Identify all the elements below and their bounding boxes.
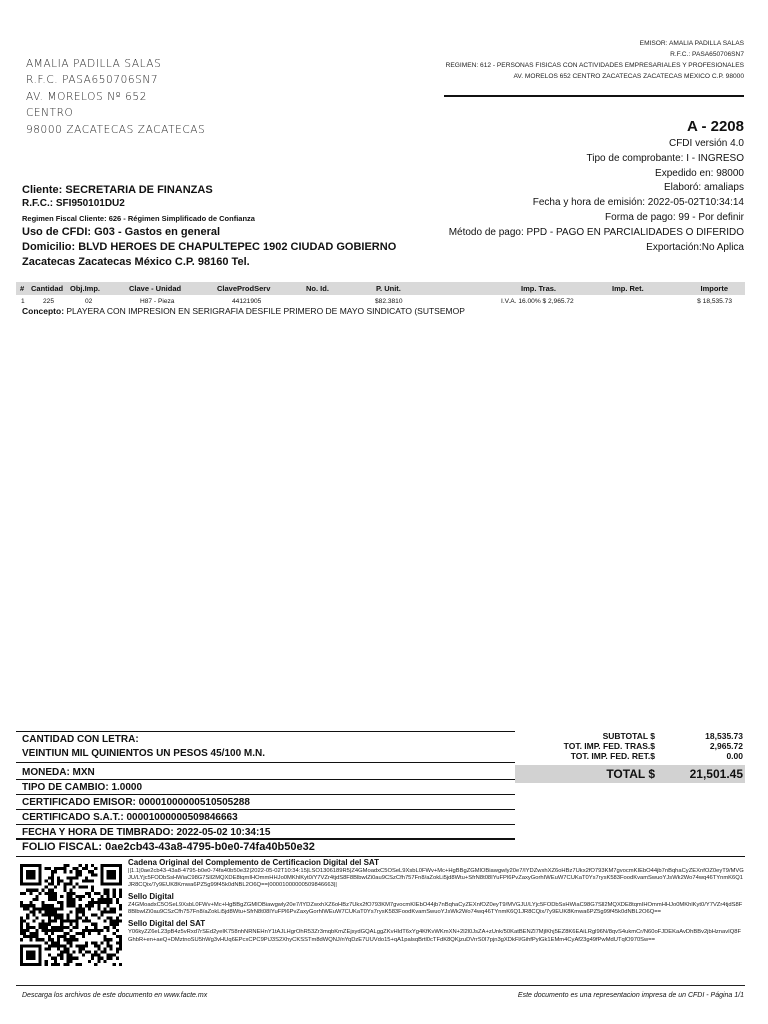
qr-modules bbox=[20, 864, 122, 966]
sello-digital-title: Sello Digital bbox=[128, 892, 174, 902]
sello-sat-text: Y06kyZZ6eL23pB4z5vRxd7rSEd2yeIK758nhNRNEHnY1tAJLHgrOhR53Zr3mqbKmZEjsydGQALggZKvHldT6xYg4KfKvWKmXN+2l2l0JsZA+zUnk/50KatBENZl7MjlKhj5EZ8K6EAiLRgl96N/8qvS4ukmCr/N60oFJDEKaAvDhBBv2jbHznavIQ8FGhbR+en+aeQ+DMztnoSU5hWg3vHUq6EPcxCPC9PiJ3S2XhyCKSSTm8dWQNJ/nYqDzE7UUVdo15+qA1palsqBrtl0cTFdK8QKjzuDVrrS0I7pjn3gXDkFl/GihfPylGk1EMm4CyAf23g49fPwMdUTqlO970Sw== bbox=[128, 929, 742, 943]
fecha-emision: Fecha y hora de emisión: 2022-05-02T10:34:14 bbox=[532, 197, 744, 209]
ret-label: TOT. IMP. FED. RET.$ bbox=[570, 751, 655, 761]
cell-cantidad: 225 bbox=[43, 298, 55, 305]
tras-row bbox=[515, 741, 745, 751]
qr-code bbox=[20, 864, 122, 966]
footer-divider bbox=[16, 985, 745, 986]
subtotal-row bbox=[515, 731, 745, 741]
cell-clave-unidad: H87 - Pieza bbox=[140, 298, 175, 305]
total-bar bbox=[515, 765, 745, 783]
cadena-original-text: ||1.1|0ae2cb43-43a8-4795-b0e0-74fa40b50e32|2022-05-02T10:34:15|LSO1306189R5|Z4GMoadxC5OSeL9XsbL0FWv+Mc+HgBBgZGMlOBiawgwly20e7/IYDZwxhXZ6oHBz7Ukx2fO793KM7gvocmKIEbO44jb7nBqhaCyZEXnfOZ0eyT9/MVGJU/LYjc5FODbSsHWiaC98G7Sll2MQXDE8tqmIHOmmHHJo0MKhlKyt0/Y7VZr4tjdS8F8BlbwIZi0au9CSzCfh757Fn8/aZokLi5jd8Wtu+SfrN8t08IYuFPl6PvZaxyGorhIWEuW7CUKaT0Ys7rysK583FoodKvamSwuoYJsWk2Wo74wq46TYnmK6Q1JR8CQix/7y9EUK8Kmwa6PZ5g99f45k0dNBL2O6Q==|00001000000509846663|| bbox=[128, 868, 744, 889]
cliente-regimen: Regimen Fiscal Cliente: 626 - Régimen Simplificado de Confianza bbox=[22, 214, 255, 223]
forma-pago: Forma de pago: 99 - Por definir bbox=[605, 211, 744, 223]
cliente-block bbox=[22, 183, 462, 270]
cadena-original-title: Cadena Original del Complemento de Certificacion Digital del SAT bbox=[128, 858, 380, 867]
total-value: 21,501.45 bbox=[689, 767, 743, 781]
moneda: MONEDA: MXN bbox=[16, 765, 515, 780]
header-divider bbox=[444, 95, 744, 97]
emisor-colonia: CENTRO bbox=[26, 107, 74, 120]
cantidad-letra-label: CANTIDAD CON LETRA: bbox=[22, 734, 139, 745]
ret-value: 0.00 bbox=[726, 751, 743, 761]
certificado-sat: CERTIFICADO S.A.T.: 00001000000509846663 bbox=[16, 810, 515, 825]
table-row bbox=[16, 296, 745, 306]
col-header-objimp: Obj.Imp. bbox=[70, 284, 100, 293]
col-header-noid: No. Id. bbox=[306, 284, 329, 293]
certificado-emisor: CERTIFICADO EMISOR: 00001000000510505288 bbox=[16, 795, 515, 810]
tras-label: TOT. IMP. FED. TRAS.$ bbox=[563, 741, 655, 751]
emisor-header-name: EMISOR: AMALIA PADILLA SALAS bbox=[639, 40, 744, 47]
expedido-en: Expedido en: 98000 bbox=[655, 167, 744, 179]
emisor-city: 98000 ZACATECAS ZACATECAS bbox=[26, 123, 206, 136]
cell-num: 1 bbox=[21, 298, 25, 305]
emisor-header-right bbox=[414, 38, 744, 82]
sellos-block bbox=[128, 857, 744, 946]
concepto-line bbox=[22, 306, 465, 316]
items-table-header bbox=[16, 282, 745, 295]
cfdi-version: CFDI versión 4.0 bbox=[668, 138, 744, 149]
folio-fiscal: FOLIO FISCAL: 0ae2cb43-43a8-4795-b0e0-74fa40b50e32 bbox=[16, 838, 745, 857]
cantidad-letra-value: VEINTIUN MIL QUINIENTOS UN PESOS 45/100 M.N. bbox=[22, 748, 266, 759]
cliente-rfc: R.F.C.: SFI950101DU2 bbox=[22, 198, 125, 209]
cell-claveprodserv: 44121905 bbox=[232, 298, 262, 305]
footer-print-note: Este documento es una representacion impresa de un CFDI - Página 1/1 bbox=[517, 992, 744, 999]
sello-sat-title: Sello Digital del SAT bbox=[128, 919, 206, 929]
ret-row bbox=[515, 751, 745, 761]
metodo-pago: Método de pago: PPD - PAGO EN PARCIALIDADES O DIFERIDO bbox=[448, 226, 744, 238]
cell-objimp: 02 bbox=[85, 298, 93, 305]
totals-block bbox=[515, 731, 745, 761]
cell-punit: $82.3810 bbox=[375, 298, 403, 305]
col-header-impret: Imp. Ret. bbox=[612, 284, 644, 293]
col-header-importe: Importe bbox=[700, 284, 728, 293]
col-header-num: # bbox=[20, 284, 25, 293]
emisor-name: AMALIA PADILLA SALAS bbox=[26, 58, 162, 70]
emisor-rfc: R.F.C. PASA650706SN7 bbox=[26, 74, 159, 87]
cell-importe: $ 18,535.73 bbox=[697, 298, 732, 305]
elaboro: Elaboró: amaliaps bbox=[663, 182, 744, 194]
subtotal-label: SUBTOTAL $ bbox=[602, 731, 655, 741]
col-header-clave-unidad: Clave - Unidad bbox=[129, 284, 182, 293]
col-header-cantidad: Cantidad bbox=[31, 284, 64, 293]
emisor-street: AV. MORELOS Nº 652 bbox=[26, 90, 147, 103]
fiscal-data bbox=[16, 765, 515, 840]
emisor-header-rfc: R.F.C.: PASA650706SN7 bbox=[670, 51, 744, 58]
cell-imptras: I.V.A. 16.00% $ 2,965.72 bbox=[501, 298, 574, 305]
invoice-folio: A - 2208 bbox=[687, 118, 744, 135]
emisor-header-address: AV. MORELOS 652 CENTRO ZACATECAS ZACATECAS MEXICO C.P. 98000 bbox=[513, 73, 744, 80]
footer-download-note: Descarga los archivos de este documento en www.facte.mx bbox=[22, 992, 208, 999]
concepto-text: PLAYERA CON IMPRESION EN SERIGRAFIA DESFILE PRIMERO DE MAYO SINDICATO (SUTSEMOP bbox=[64, 306, 465, 316]
tipo-comprobante: Tipo de comprobante: I - INGRESO bbox=[586, 152, 744, 164]
cantidad-con-letra bbox=[16, 731, 515, 763]
total-label: TOTAL $ bbox=[606, 767, 655, 781]
cliente-domicilio: Domicilio: BLVD HEROES DE CHAPULTEPEC 1902 CIUDAD GOBIERNO bbox=[22, 241, 397, 253]
tras-value: 2,965.72 bbox=[709, 741, 743, 751]
emisor-block bbox=[26, 56, 205, 138]
col-header-imptras: Imp. Tras. bbox=[521, 284, 557, 293]
col-header-claveprodserv: ClaveProdServ bbox=[217, 284, 271, 293]
uso-cfdi: Uso de CFDI: G03 - Gastos en general bbox=[22, 226, 221, 238]
concepto-label: Concepto: bbox=[22, 306, 65, 316]
emisor-header-regimen: REGIMEN: 612 - PERSONAS FISICAS CON ACTIVIDADES EMPRESARIALES Y PROFESIONALES bbox=[445, 62, 744, 69]
exportacion: Exportación:No Aplica bbox=[646, 241, 744, 253]
tipo-cambio: TIPO DE CAMBIO: 1.0000 bbox=[16, 780, 515, 795]
fecha-timbrado: FECHA Y HORA DE TIMBRADO: 2022-05-02 10:34:15 bbox=[16, 825, 515, 840]
col-header-punit: P. Unit. bbox=[376, 284, 401, 293]
subtotal-value: 18,535.73 bbox=[705, 731, 743, 741]
cliente-domicilio-ciudad: Zacatecas Zacatecas México C.P. 98160 Tel. bbox=[22, 256, 250, 268]
cliente-nombre: Cliente: SECRETARIA DE FINANZAS bbox=[22, 184, 213, 196]
sello-digital-text: Z4GMoadxC5OSeL9XsbL0FWv+Mc+HgBBgZGMlOBiawgwly20e7/IYDZwxhXZ6oHBz7Ukx2fO793KM7gvocmKIEbO44jb7nBqhaCyZEXnfOZ0eyT9/MVGJU/LYjc5FODbSsHWiaC98G7Sll2MQXDE8tqmIHOmmHHJo0MKhlKyt0/Y7VZr4tjdS8F8BlbwIZi0au9CSzCfh757Fn8/aZokLi5jd8Wtu+SfrN8t08IYuFPl6PvZaxyGorhIWEuW7CUKaT0Ys7rysK583FoodKvamSwuoYJsWk2Wo74wq46TYnmK6Q1JR8CQix/7y9EUK8Kmwa6PZ5g99f45k0dNBL2O6Q== bbox=[128, 902, 743, 916]
